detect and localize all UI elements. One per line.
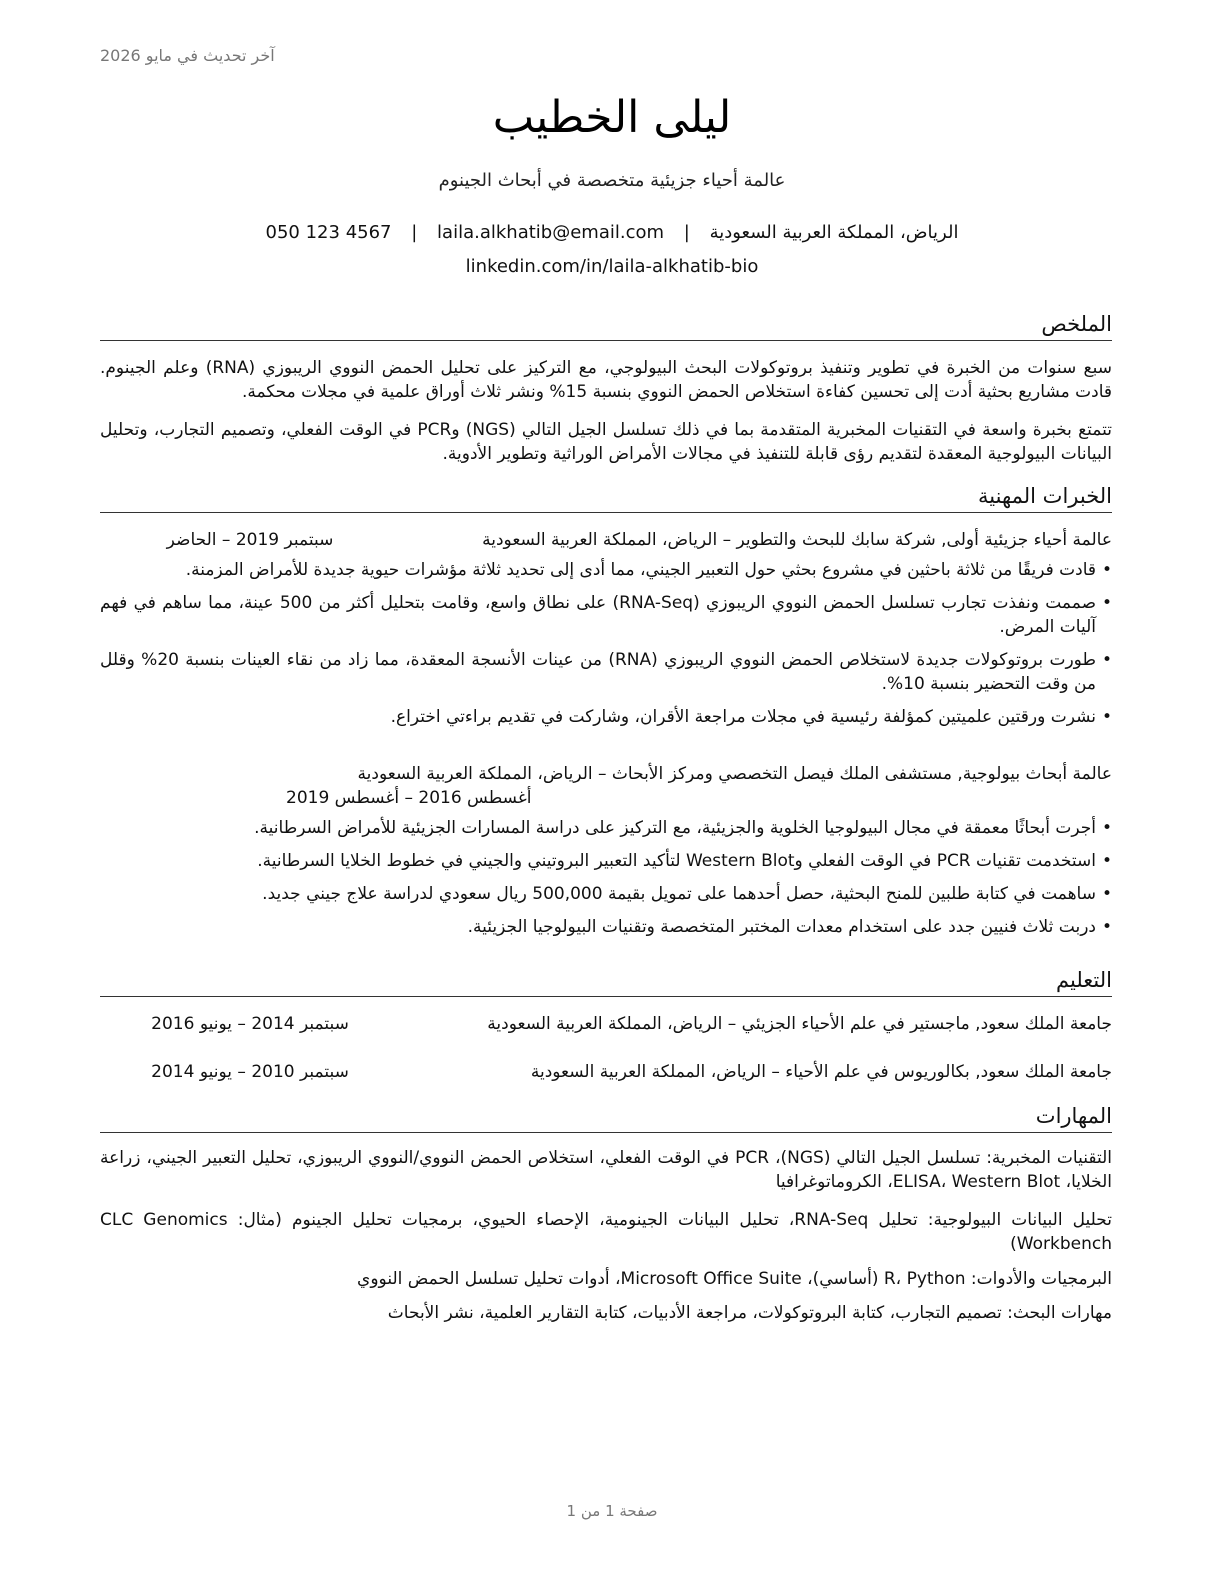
job-header (100, 528, 1112, 552)
summary-paragraph: سبع سنوات من الخبرة في تطوير وتنفيذ بروتوكولات البحث البيولوجي، مع التركيز على تحليل الحمض النووي الريبوزي (RNA) وعلم الجينوم. قادت مشاريع بحثية أدت إلى تحسين كفاءة استخلاص الحمض النووي بنسبة 15% ونشر ثلاث أوراق علمية في مجلات محكمة. (100, 358, 1112, 402)
job-dates: سبتمبر 2019 – الحاضر (166, 530, 334, 550)
job-header (100, 762, 1112, 808)
education-institution: جامعة الملك سعود, بكالوريوس في علم الأحياء – الرياض، المملكة العربية السعودية (530, 1062, 1112, 1082)
contact-location: الرياض، المملكة العربية السعودية (709, 222, 959, 243)
list-item: • دربت ثلاث فنيين جدد على استخدام معدات المختبر المتخصصة وتقنيات البيولوجيا الجزيئية. (100, 915, 1112, 939)
skill-line: تحليل البيانات البيولوجية: تحليل RNA-Seq، تحليل البيانات الجينومية، الإحصاء الحيوي، برمجيات تحليل الجينوم (مثال: CLC Genomics Workbench) (100, 1210, 1112, 1254)
contact-linkedin[interactable]: linkedin.com/in/laila-alkhatib-bio (465, 256, 759, 277)
job-bullets (100, 816, 1112, 948)
contact-phone: 050 123 4567 (265, 222, 392, 243)
education-institution: جامعة الملك سعود, ماجستير في علم الأحياء الجزيئي – الرياض، المملكة العربية السعودية (487, 1014, 1112, 1034)
job-organization: عالمة أحياء جزيئية أولى, شركة سابك للبحث والتطوير – الرياض، المملكة العربية السعودية (482, 530, 1112, 550)
list-item: • أجرت أبحاثًا معمقة في مجال البيولوجيا الخلوية والجزيئية، مع التركيز على دراسة المسارات الجزيئية للأمراض السرطانية. (100, 816, 1112, 840)
candidate-name: ليلى الخطيب (492, 92, 732, 143)
candidate-title: عالمة أحياء جزيئية متخصصة في أبحاث الجينوم (438, 170, 786, 191)
education-dates: سبتمبر 2010 – يونيو 2014 (151, 1062, 349, 1082)
contact-separator: | (411, 222, 418, 243)
summary-heading: الملخص (100, 310, 1112, 341)
education-entry (100, 1012, 1112, 1036)
education-dates: سبتمبر 2014 – يونيو 2016 (151, 1014, 349, 1034)
page-number: صفحة 1 من 1 (566, 1502, 658, 1520)
list-item: • طورت بروتوكولات جديدة لاستخلاص الحمض النووي الريبوزي (RNA) من عينات الأنسجة المعقدة، مما زاد من نقاء العينات بنسبة 20% وقلل من وقت التحضير بنسبة 10%. (100, 648, 1112, 696)
contact-email[interactable]: laila.alkhatib@email.com (437, 222, 665, 243)
job-bullets (100, 558, 1112, 738)
education-heading: التعليم (100, 966, 1112, 997)
skill-line: مهارات البحث: تصميم التجارب، كتابة البروتوكولات، مراجعة الأدبيات، كتابة التقارير العلمية، نشر الأبحاث (387, 1303, 1112, 1323)
education-entry (100, 1060, 1112, 1084)
skills-heading: المهارات (100, 1102, 1112, 1133)
list-item: • ساهمت في كتابة طلبين للمنح البحثية، حصل أحدهما على تمويل بقيمة 500,000 ريال سعودي لدراسة علاج جيني جديد. (100, 882, 1112, 906)
list-item: • صممت ونفذت تجارب تسلسل الحمض النووي الريبوزي (RNA-Seq) على نطاق واسع، وقامت بتحليل أكثر من 500 عينة، مما ساهم في فهم آليات المرض. (100, 591, 1112, 639)
list-item: • نشرت ورقتين علميتين كمؤلفة رئيسية في مجلات مراجعة الأقران، وشاركت في تقديم براءتي اختراع. (100, 705, 1112, 729)
skill-line: التقنيات المخبرية: تسلسل الجيل التالي (NGS)، PCR في الوقت الفعلي، استخلاص الحمض النووي/النووي الريبوزي، تحليل التعبير الجيني، زراعة الخلايا، ELISA، Western Blot، الكروماتوغرافيا (100, 1148, 1112, 1192)
job-dates: أغسطس 2016 – أغسطس 2019 (286, 788, 532, 808)
last-updated: آخر تحديث في مايو 2026 (100, 46, 275, 65)
skill-line: البرمجيات والأدوات: R، Python (أساسي)، Microsoft Office Suite، أدوات تحليل تسلسل الحمض النووي (357, 1269, 1112, 1289)
job-organization: عالمة أبحاث بيولوجية, مستشفى الملك فيصل التخصصي ومركز الأبحاث – الرياض، المملكة العربية السعودية (357, 764, 1112, 784)
experience-heading: الخبرات المهنية (100, 482, 1112, 513)
list-item: • قادت فريقًا من ثلاثة باحثين في مشروع بحثي حول التعبير الجيني، مما أدى إلى تحديد ثلاثة مؤشرات حيوية جديدة للأمراض المزمنة. (100, 558, 1112, 582)
contact-line (0, 222, 1224, 243)
summary-paragraph: تتمتع بخبرة واسعة في التقنيات المخبرية المتقدمة بما في ذلك تسلسل الجيل التالي (NGS) وPCR في الوقت الفعلي، وتصميم التجارب، وتحليل البيانات البيولوجية المعقدة لتقديم رؤى قابلة للتنفيذ في مجالات الأمراض الوراثية وتطوير الأدوية. (100, 420, 1112, 464)
list-item: • استخدمت تقنيات PCR في الوقت الفعلي وWestern Blot لتأكيد التعبير البروتيني والجيني في خطوط الخلايا السرطانية. (100, 849, 1112, 873)
contact-separator: | (683, 222, 690, 243)
